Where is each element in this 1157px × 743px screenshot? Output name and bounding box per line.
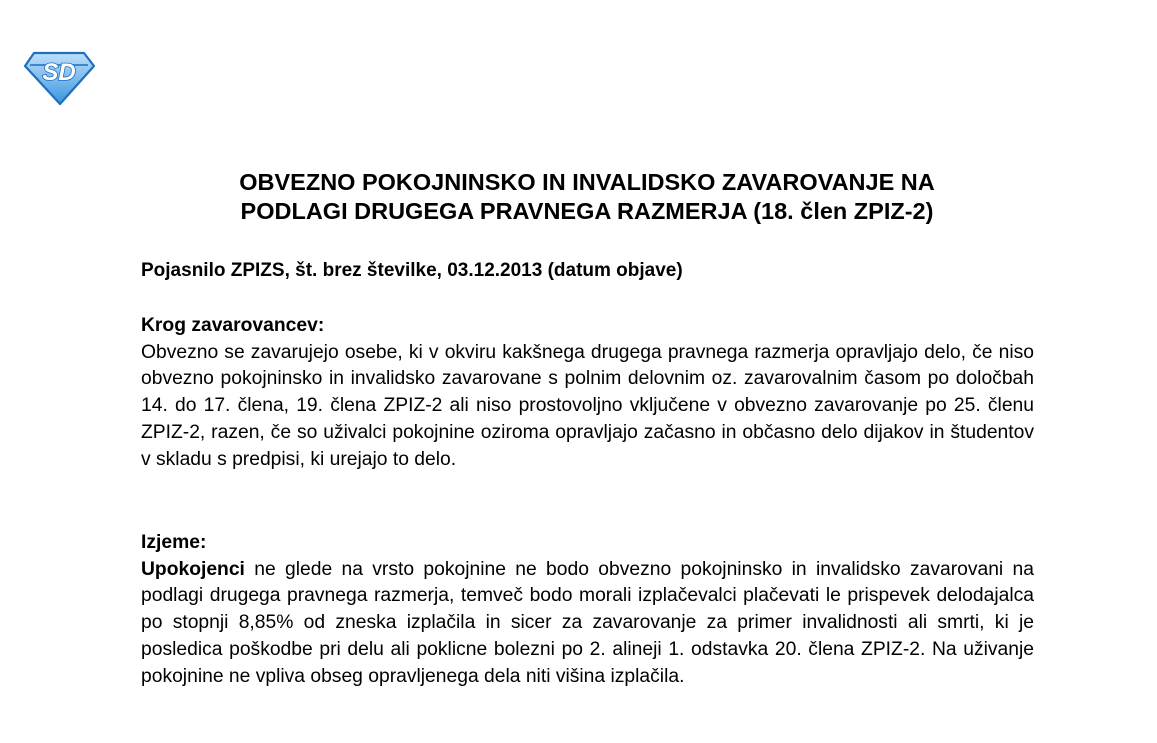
section-exceptions <box>141 530 1034 690</box>
section-insured-persons <box>141 313 1034 473</box>
document-title <box>140 168 1034 226</box>
section-body: Obvezno se zavarujejo osebe, ki v okviru kakšnega drugega pravnega razmerja opravljajo delo, če niso obvezno pokojninsko in invalidsko zavarovane s polnim delovnim oz. zavarovalnim časom po določbah 14. do 17. člena, 19. člena ZPIZ-2 ali niso prostovoljno vključene v obvezno zavarovanje po 25. členu ZPIZ-2, razen, če so uživalci pokojnine oziroma opravljajo začasno in občasno delo dijakov in študentov v skladu s predpisi, ki urejajo to delo. <box>141 341 1034 470</box>
section-body <box>141 557 1034 691</box>
sd-logo-graphic <box>22 50 96 106</box>
logo-letters: SD <box>42 59 76 86</box>
section-lead-term: Upokojenci <box>141 558 245 580</box>
section-heading: Izjeme: <box>141 532 207 553</box>
title-line-2: PODLAGI DRUGEGA PRAVNEGA RAZMERJA (18. člen ZPIZ-2) <box>240 198 934 224</box>
section-heading: Krog zavarovancev: <box>141 315 325 336</box>
title-line-1: OBVEZNO POKOJNINSKO IN INVALIDSKO ZAVAROVANJE NA <box>239 169 935 195</box>
section-body-text: ne glede na vrsto pokojnine ne bodo obvezno pokojninsko in invalidsko zavarovani na podlagi drugega pravnega razmerja, temveč bodo morali izplačevalci plačevati le prispevek delodajalca po stopnji 8,85% od zneska izplačila in sicer za zavarovanje za primer invalidnosti ali smrti, ki je posledica poškodbe pri delu ali poklicne bolezni po 2. alineji 1. odstavka 20. člena ZPIZ-2. Na uživanje pokojnine ne vpliva obseg opravljenega dela niti višina izplačila. <box>141 558 1034 687</box>
document-reference: Pojasnilo ZPIZS, št. brez številke, 03.12.2013 (datum objave) <box>141 260 683 281</box>
sd-logo-icon <box>22 50 96 106</box>
